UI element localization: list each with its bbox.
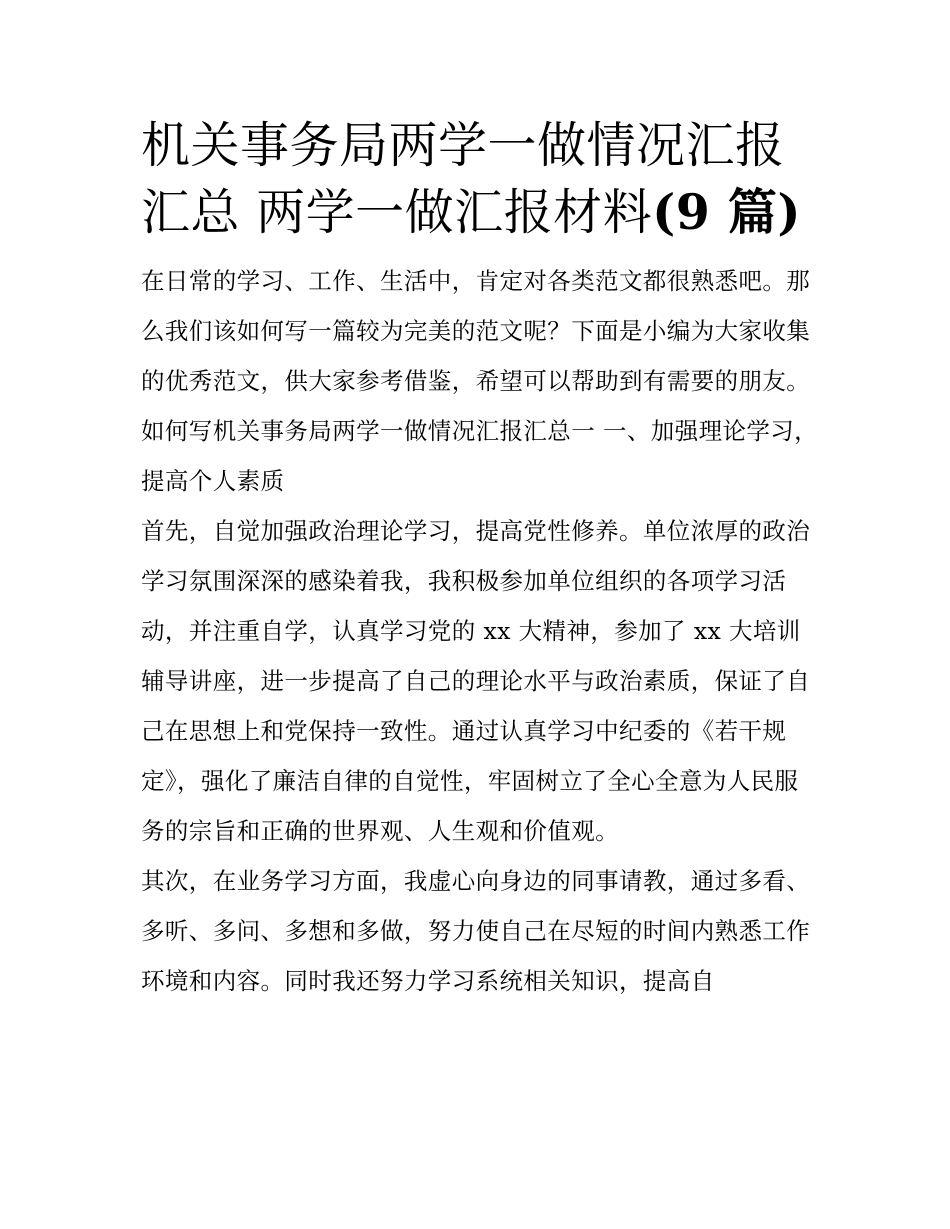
paragraph-section-heading: 如何写机关事务局两学一做情况汇报汇总一 一、加强理论学习，提高个人素质 — [141, 417, 819, 495]
paragraph-first-point: 首先，自觉加强政治理论学习，提高党性修养。单位浓厚的政治学习氛围深深的感染着我，我积极参加单位组织的各项学习活动，并注重自学，认真学习党的 xx 大精神，参加了 xx 大培训辅导讲座，进一步提高了自己的理论水平与政治素质，保证了自己在思想上和党保持一致性。通过认真学习中纪委的《若干规定》，强化了廉洁自律的自觉性，牢固树立了全心全意为人民服务的宗旨和正确的世界观、人生观和价值观。 — [141, 517, 811, 845]
document-page — [141, 112, 821, 1006]
title-line-1: 机关事务局两学一做情况汇报 — [141, 117, 785, 174]
paragraph-intro: 在日常的学习、工作、生活中，肯定对各类范文都很熟悉吧。那么我们该如何写一篇较为完美的范文呢？下面是小编为大家收集的优秀范文，供大家参考借鉴，希望可以帮助到有需要的朋友。 — [141, 267, 811, 395]
title-line-2-suffix: (9 篇) — [652, 183, 802, 241]
title-line-2: 汇总 两学一做汇报材料 — [141, 184, 653, 241]
paragraph-second-point: 其次，在业务学习方面，我虚心向身边的同事请教，通过多看、多听、多问、多想和多做，努力使自己在尽短的时间内熟悉工作环境和内容。同时我还努力学习系统相关知识，提高自 — [141, 867, 811, 995]
document-title — [141, 112, 821, 246]
document-body — [141, 256, 821, 1006]
